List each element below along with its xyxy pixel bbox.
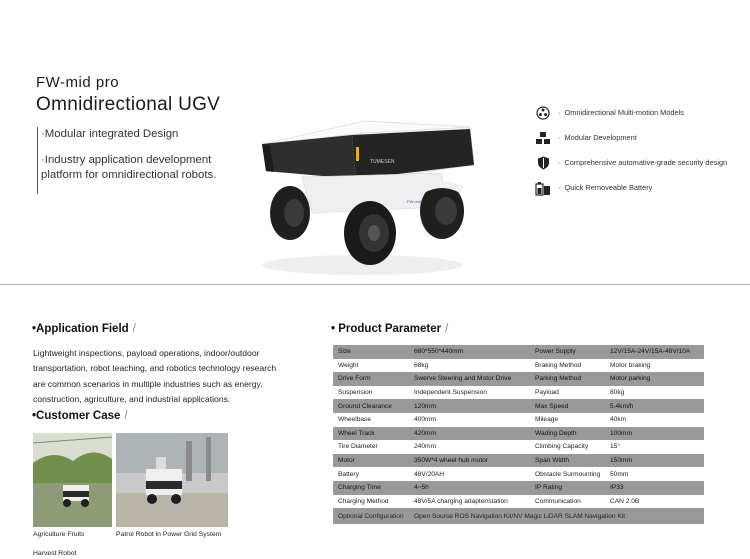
- parameter-row-optional: [333, 508, 704, 524]
- parameter-value: Motor braking: [605, 359, 704, 373]
- parameter-row: [333, 359, 704, 373]
- parameter-label: Charging Time: [333, 481, 409, 495]
- parameter-row: [333, 495, 704, 509]
- parameter-row: [333, 454, 704, 468]
- parameter-label: Wheelbase: [333, 413, 409, 427]
- parameter-label: Size: [333, 345, 409, 359]
- case-caption: Agriculture Fruits: [33, 531, 85, 538]
- parameter-value: 12V/15A-24V/15A-48V/10A: [605, 345, 704, 359]
- parameter-value: Open Source ROS Navigation Kit/NV Magic LiDAR SLAM Navigation Kit: [409, 508, 704, 524]
- parameter-label: Charging Method: [333, 495, 409, 509]
- parameter-label: Braking Method: [530, 359, 605, 373]
- feature-label: Omnidirectional Multi-motion Models: [564, 108, 684, 117]
- feature-label: Modular Development: [564, 133, 637, 142]
- security-shield-icon: [534, 154, 552, 172]
- modular-blocks-icon: [534, 129, 552, 147]
- parameter-label: Tire Diameter: [333, 440, 409, 454]
- parameter-label: Climbing Capacity: [530, 440, 605, 454]
- parameter-value: 15°: [605, 440, 704, 454]
- case-image-agriculture: [33, 433, 112, 527]
- battery-icon: [534, 179, 552, 197]
- case-image-power-grid: [116, 433, 228, 527]
- parameter-value: 80kg: [605, 386, 704, 400]
- feature-item: · Quick Removeable Battery: [534, 175, 727, 200]
- feature-item: · Comprehensive automative-grade security design: [534, 150, 727, 175]
- parameter-value: IP33: [605, 481, 704, 495]
- parameter-value: 50mm: [605, 467, 704, 481]
- wheel-back-left: [270, 186, 310, 240]
- parameter-row: [333, 481, 704, 495]
- product-subtitle: FW-mid pro: [36, 74, 120, 91]
- feature-label: Comprehensive automative-grade security design: [564, 158, 728, 167]
- parameter-label: Max Speed: [530, 399, 605, 413]
- parameter-value: Independent Suspension: [409, 386, 530, 400]
- parameter-value: 40km: [605, 413, 704, 427]
- parameter-value: 5.4km/h: [605, 399, 704, 413]
- parameter-label: Suspension: [333, 386, 409, 400]
- parameter-label: Payload: [530, 386, 605, 400]
- parameter-value: 420mm: [409, 427, 530, 441]
- customer-case-heading: •Customer Case /: [32, 410, 128, 422]
- parameter-label: Span Width: [530, 454, 605, 468]
- parameter-value: 100mm: [605, 427, 704, 441]
- parameter-value: 4~5h: [409, 481, 530, 495]
- parameter-label: Wading Depth: [530, 427, 605, 441]
- hero-bullet: ·Modular integrated Design: [41, 128, 179, 140]
- product-parameter-heading: • Product Parameter /: [331, 323, 449, 335]
- parameter-value: 680*550*440mm: [409, 345, 530, 359]
- parameter-label: Drive Form: [333, 372, 409, 386]
- parameter-label: Parking Method: [530, 372, 605, 386]
- robot-brand-text: TUMESEN: [370, 159, 395, 165]
- parameter-row: [333, 372, 704, 386]
- parameter-row: [333, 440, 704, 454]
- parameter-label: Obstacle Surmounting: [530, 467, 605, 481]
- parameter-label: Mileage: [530, 413, 605, 427]
- parameter-row: [333, 427, 704, 441]
- parameter-row: [333, 386, 704, 400]
- parameter-label: Wheel Track: [333, 427, 409, 441]
- parameter-value: CAN 2.0B: [605, 495, 704, 509]
- parameter-row: [333, 399, 704, 413]
- parameter-value: 150mm: [605, 454, 704, 468]
- parameter-value: 68kg: [409, 359, 530, 373]
- parameter-label: Motor: [333, 454, 409, 468]
- section-divider: [0, 284, 750, 285]
- case-caption: Harvest Robot: [33, 550, 77, 557]
- feature-label: Quick Removeable Battery: [564, 183, 653, 192]
- parameter-label: Optional Configuration: [333, 508, 409, 524]
- parameter-label: Communication: [530, 495, 605, 509]
- parameter-value: 48V/5A charging adapter/station: [409, 495, 530, 509]
- parameter-value: 400mm: [409, 413, 530, 427]
- hero-bullet-list: [37, 127, 217, 194]
- parameter-value: Motor parking: [605, 372, 704, 386]
- application-field-heading: •Application Field /: [32, 323, 136, 335]
- application-field-text: Lightweight inspections, payload operations, indoor/outdoor transportation, robot teaching, and robotics technology research are common scenarios in multiple industries such as energy, construction, agriculture, and industrial applications.: [33, 348, 277, 405]
- wheel-front: [344, 201, 396, 265]
- parameter-row: [333, 345, 704, 359]
- product-parameter-table: [333, 345, 704, 524]
- case-caption: Patrol Robot in Power Grid System: [116, 531, 222, 538]
- parameter-label: Ground Clearance: [333, 399, 409, 413]
- product-title: Omnidirectional UGV: [36, 94, 221, 115]
- feature-list: [534, 100, 727, 200]
- parameter-value: 240mm: [409, 440, 530, 454]
- parameter-row: [333, 467, 704, 481]
- parameter-label: Weight: [333, 359, 409, 373]
- feature-item: · Modular Development: [534, 125, 727, 150]
- parameter-label: IP Rating: [530, 481, 605, 495]
- parameter-value: 120mm: [409, 399, 530, 413]
- parameter-row: [333, 413, 704, 427]
- parameter-value: Swerve Steering and Motor Drive: [409, 372, 530, 386]
- parameter-value: 48V/20AH: [409, 467, 530, 481]
- multi-motion-icon: [534, 104, 552, 122]
- parameter-value: 350W*4 wheel hub motor: [409, 454, 530, 468]
- hero-bullet: ·Industry application development platform for omnidirectional robots.: [41, 154, 217, 181]
- parameter-label: Battery: [333, 467, 409, 481]
- robot-product-image: [252, 117, 478, 277]
- feature-item: · Omnidirectional Multi-motion Models: [534, 100, 727, 125]
- robot-model-text: FW-mid: [407, 199, 421, 204]
- parameter-label: Power Supply: [530, 345, 605, 359]
